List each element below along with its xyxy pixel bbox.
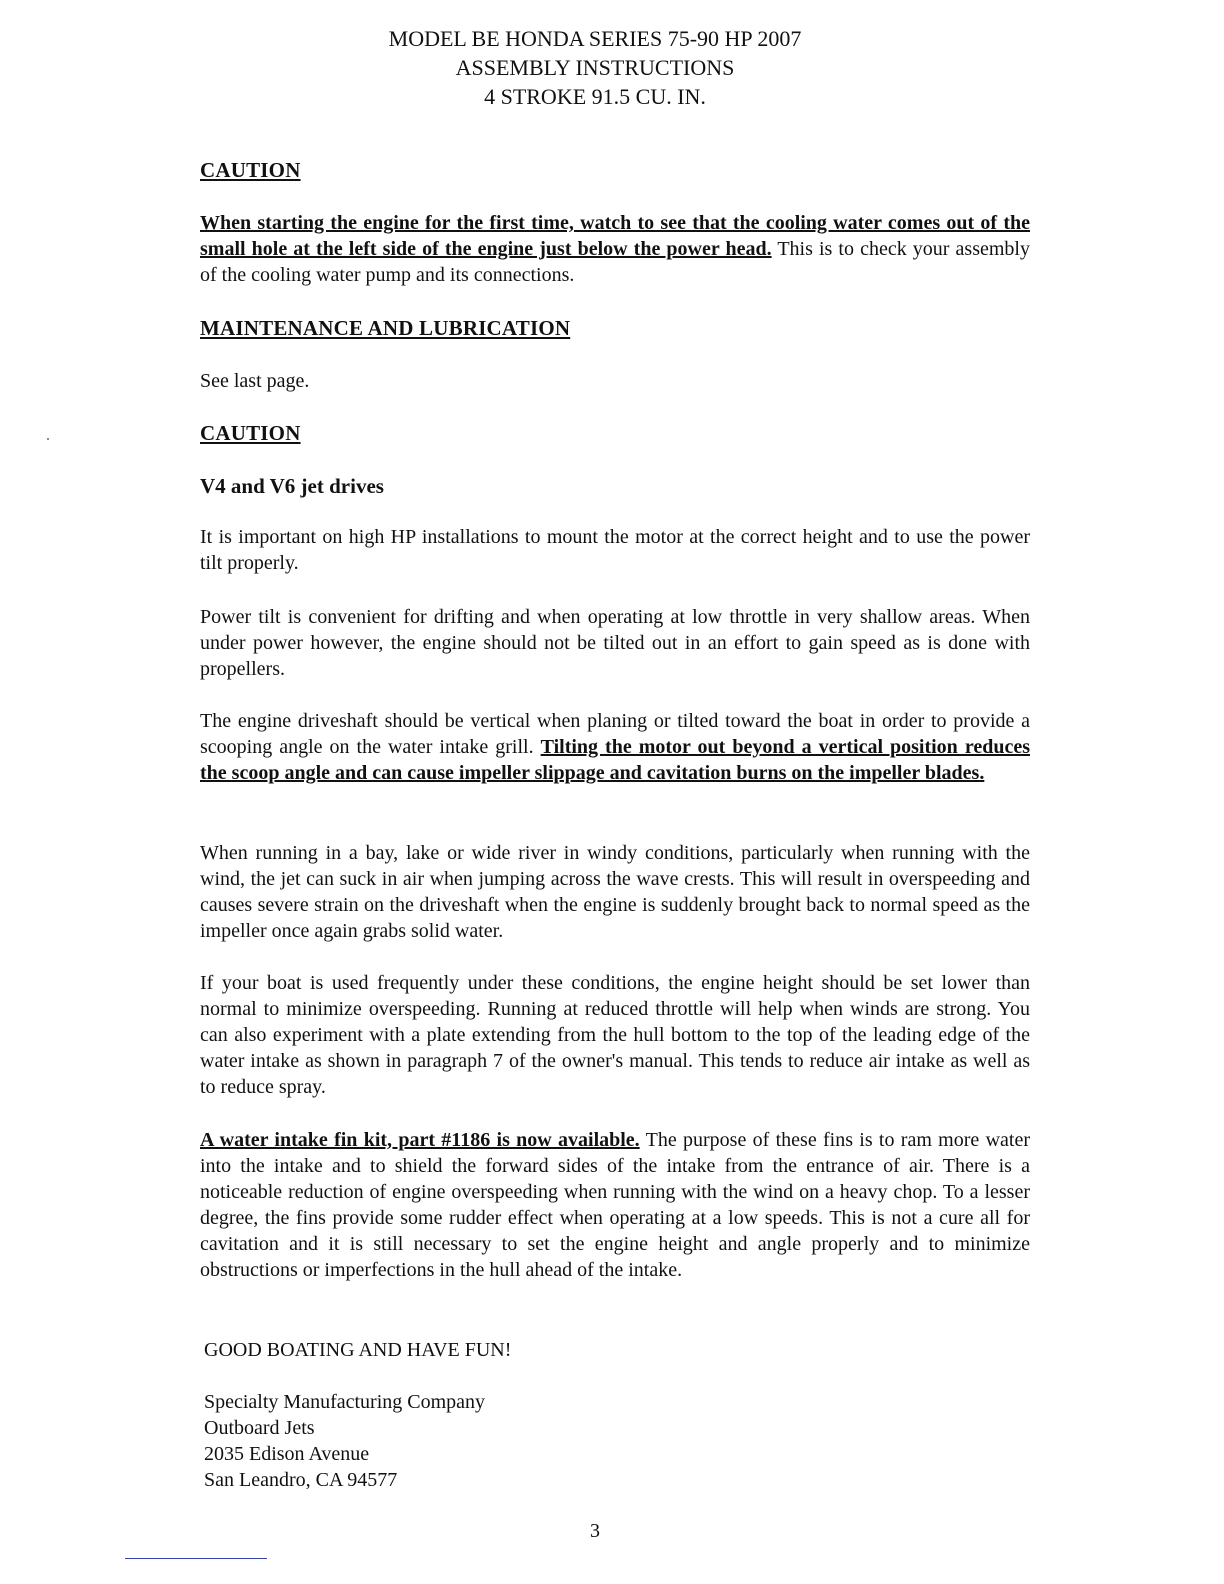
caution-heading-1: CAUTION: [200, 158, 301, 182]
maintenance-text: See last page.: [200, 370, 310, 392]
doc-title-line-1: MODEL BE HONDA SERIES 75-90 HP 2007: [388, 26, 802, 51]
scan-speck: [47, 438, 49, 440]
fin-kit-announcement: A water intake fin kit, part #1186 is now available.: [200, 1129, 640, 1151]
address-division: Outboard Jets: [204, 1417, 315, 1439]
paragraph-driveshaft: [200, 708, 1030, 786]
jet-drives-subheading: V4 and V6 jet drives: [200, 474, 384, 498]
paragraph-mount-height: It is important on high HP installations to mount the motor at the correct height and to use the power tilt properly.: [200, 526, 1030, 574]
driveshaft-plain-text: The engine driveshaft should be vertical when planing or tilted toward the boat in order to provide a scooping angle on the water intake grill.: [200, 710, 1030, 758]
driveshaft-warning-text: Tilting the motor out beyond a vertical position reduces the scoop angle and can cause impeller slippage and cavitation burns on the impeller blades.: [200, 736, 1030, 784]
caution-plain-text: This is to check your assembly of the cooling water pump and its connections.: [200, 238, 1030, 286]
caution-bold-text: When starting the engine for the first time, watch to see that the cooling water comes out of the small hole at the left side of the engine just below the power head.: [200, 212, 1030, 260]
fin-kit-text: The purpose of these fins is to ram more water into the intake and to shield the forward sides of the intake from the entrance of air. There is a noticeable reduction of engine overspeeding when running with the wind on a heavy chop. To a lesser degree, the fins provide some rudder effect when operating at a low speeds. This is not a cure all for cavitation and it is still necessary to set the engine height and angle properly and to minimize obstructions or imperfections in the hull ahead of the intake.: [200, 1129, 1030, 1281]
closing-line: GOOD BOATING AND HAVE FUN!: [204, 1339, 512, 1361]
caution-heading-2: CAUTION: [200, 421, 301, 445]
paragraph-fin-kit: [200, 1127, 1030, 1283]
doc-title-line-3: 4 STROKE 91.5 CU. IN.: [484, 84, 706, 109]
footer-rule: [125, 1558, 267, 1559]
caution-paragraph-1: [200, 210, 1030, 288]
paragraph-windy-conditions: When running in a bay, lake or wide river in windy conditions, particularly when running with the wind, the jet can suck in air when jumping across the wave crests. This will result in overspeeding and causes severe strain on the driveshaft when the engine is suddenly brought back to normal speed as the impeller once again grabs solid water.: [200, 842, 1030, 942]
page-number: 3: [590, 1520, 600, 1542]
address-street: 2035 Edison Avenue: [204, 1443, 370, 1465]
address-company: Specialty Manufacturing Company: [204, 1391, 486, 1413]
paragraph-engine-height: If your boat is used frequently under these conditions, the engine height should be set lower than normal to minimize overspeeding. Running at reduced throttle will help when winds are strong. You can also experiment with a plate extending from the hull bottom to the top of the leading edge of the water intake as shown in paragraph 7 of the owner's manual. This tends to reduce air intake as well as to reduce spray.: [200, 972, 1030, 1098]
doc-title-line-2: ASSEMBLY INSTRUCTIONS: [455, 55, 735, 80]
paragraph-power-tilt: Power tilt is convenient for drifting and when operating at low throttle in very shallow areas. When under power however, the engine should not be tilted out in an effort to gain speed as is done with propellers.: [200, 606, 1030, 680]
maintenance-heading: MAINTENANCE AND LUBRICATION: [200, 316, 571, 340]
address-city: San Leandro, CA 94577: [204, 1469, 398, 1491]
